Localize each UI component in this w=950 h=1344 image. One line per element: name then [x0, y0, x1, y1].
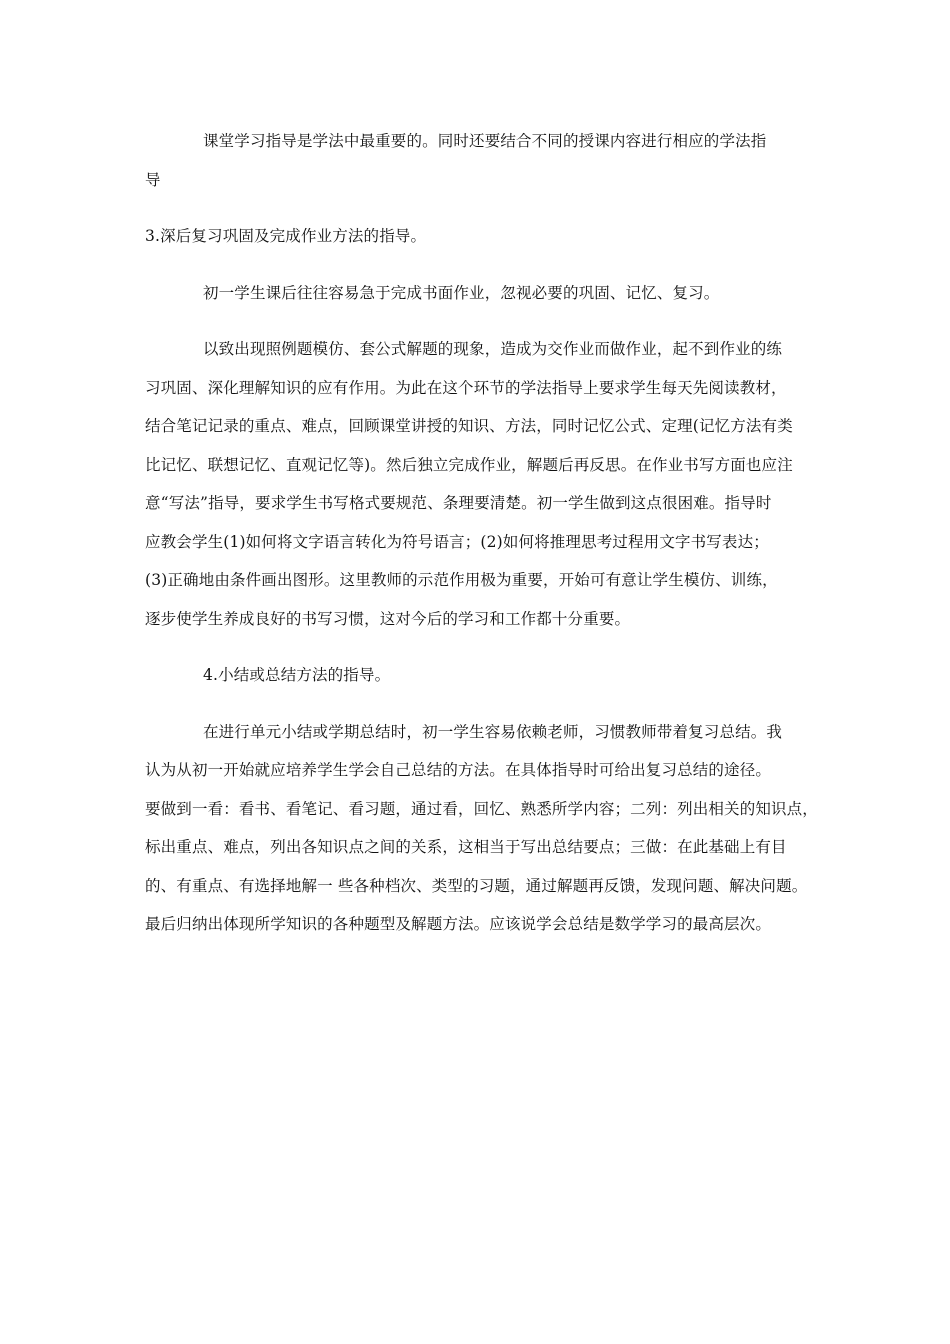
paragraph-line: 课堂学习指导是学法中最重要的。同时还要结合不同的授课内容进行相应的学法指 — [203, 132, 767, 150]
paragraph-line: (3)正确地由条件画出图形。这里教师的示范作用极为重要，开始可有意让学生模仿、训练， — [145, 571, 778, 589]
paragraph-line: 意“写法”指导，要求学生书写格式要规范、条理要清楚。初一学生做到这点很困难。指导时 — [145, 494, 772, 512]
section-heading: 3.深后复习巩固及完成作业方法的指导。 — [145, 227, 427, 245]
paragraph-line: 认为从初一开始就应培养学生学会自己总结的方法。在具体指导时可给出复习总结的途径。 — [145, 761, 772, 779]
paragraph-line: 应教会学生(1)如何将文字语言转化为符号语言；(2)如何将推理思考过程用文字书写表达； — [145, 532, 769, 551]
paragraph-line: 逐步使学生养成良好的书写习惯，这对今后的学习和工作都十分重要。 — [145, 609, 631, 628]
paragraph-line: 最后归纳出体现所学知识的各种题型及解题方法。应该说学会总结是数学学习的最高层次。 — [145, 915, 772, 933]
paragraph-line: 要做到一看：看书、看笔记、看习题，通过看，回忆、熟悉所学内容；二列：列出相关的知识点， — [145, 799, 818, 818]
section-heading: 4.小结或总结方法的指导。 — [203, 666, 391, 684]
paragraph-line: 在进行单元小结或学期总结时，初一学生容易依赖老师，习惯教师带着复习总结。我 — [203, 722, 783, 741]
paragraph-line: 标出重点、难点，列出各知识点之间的关系，这相当于写出总结要点；三做：在此基础上有目 — [145, 838, 787, 856]
paragraph-line: 导 — [145, 170, 161, 189]
paragraph-line: 习巩固、深化理解知识的应有作用。为此在这个环节的学法指导上要求学生每天先阅读教材， — [145, 378, 787, 397]
paragraph-line: 以致出现照例题模仿、套公式解题的现象，造成为交作业而做作业，起不到作业的练 — [203, 340, 783, 358]
paragraph-line: 结合笔记记录的重点、难点，回顾课堂讲授的知识、方法，同时记忆公式、定理(记忆方法有类 — [145, 417, 793, 435]
paragraph-line: 的、有重点、有选择地解一 些各种档次、类型的习题，通过解题再反馈，发现问题、解决问题。 — [145, 876, 808, 895]
document-body — [145, 122, 818, 944]
paragraph-line: 比记忆、联想记忆、直观记忆等)。然后独立完成作业，解题后再反思。在作业书写方面也应注 — [145, 455, 793, 474]
paragraph-line: 初一学生课后往往容易急于完成书面作业，忽视必要的巩固、记忆、复习。 — [203, 283, 720, 302]
